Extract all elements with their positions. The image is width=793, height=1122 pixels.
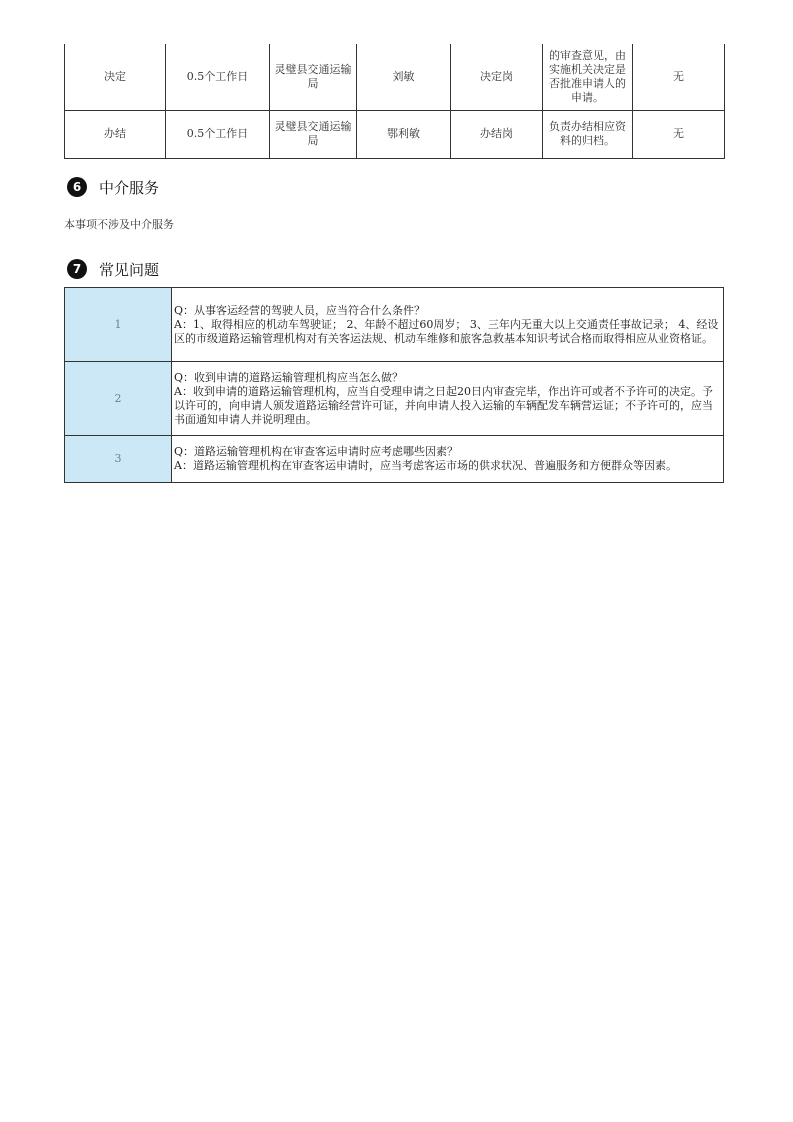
process-dept: 灵璧县交通运输局 — [270, 110, 357, 158]
faq-row — [65, 288, 724, 362]
process-post: 办结岗 — [451, 110, 543, 158]
section-number-badge: 7 — [67, 259, 87, 279]
process-person: 刘敏 — [357, 44, 451, 110]
section-title: 常见问题 — [99, 260, 160, 279]
process-material: 无 — [633, 110, 725, 158]
faq-answer: A：道路运输管理机构在审查客运申请时，应当考虑客运市场的供求状况、普遍服务和方便群众等因素。 — [174, 459, 677, 472]
faq-question: Q：从事客运经营的驾驶人员，应当符合什么条件？ — [174, 303, 426, 317]
faq-table — [64, 287, 724, 483]
faq-number: 3 — [65, 436, 172, 483]
faq-number: 1 — [65, 288, 172, 362]
section-number-badge: 6 — [67, 177, 87, 197]
faq-question: Q：道路运输管理机构在审查客运申请时应考虑哪些因素？ — [174, 445, 459, 458]
process-row-finish — [65, 110, 725, 158]
process-step: 决定 — [65, 44, 166, 110]
process-row-decide — [65, 44, 725, 110]
process-person: 鄂利敏 — [357, 110, 451, 158]
process-material: 无 — [633, 44, 725, 110]
section-faq-heading — [67, 258, 159, 280]
section-intermediary-heading — [67, 176, 159, 198]
process-duty: 的审查意见，由实施机关决定是否批准申请人的申请。 — [543, 44, 633, 110]
process-duty: 负责办结相应资料的归档。 — [543, 110, 633, 158]
process-step: 办结 — [65, 110, 166, 158]
faq-content — [172, 436, 724, 483]
faq-answer: A：收到申请的道路运输管理机构，应当自受理申请之日起20日内审查完毕，作出许可或者不予许可的决定。予以许可的，向申请人颁发道路运输经营许可证，并向申请人投入运输的车辆配发车辆营运证；不予许可的，应当书面通知申请人并说明理由。 — [174, 384, 713, 426]
process-time: 0.5个工作日 — [166, 110, 270, 158]
process-table — [64, 44, 725, 159]
faq-question: Q：收到申请的道路运输管理机构应当怎么做？ — [174, 370, 404, 384]
faq-number: 2 — [65, 362, 172, 436]
intermediary-note: 本事项不涉及中介服务 — [64, 218, 174, 231]
faq-content — [172, 288, 724, 362]
faq-row — [65, 436, 724, 483]
process-time: 0.5个工作日 — [166, 44, 270, 110]
section-title: 中介服务 — [99, 178, 160, 197]
faq-answer: A：1、取得相应的机动车驾驶证； 2、年龄不超过60周岁； 3、三年内无重大以上交通责任事故记录； 4、经设区的市级道路运输管理机构对有关客运法规、机动车维修和旅客急救基本知识考试合格而取得相应从业资格证。 — [174, 317, 719, 345]
process-dept: 灵璧县交通运输局 — [270, 44, 357, 110]
process-post: 决定岗 — [451, 44, 543, 110]
faq-row — [65, 362, 724, 436]
faq-content — [172, 362, 724, 436]
